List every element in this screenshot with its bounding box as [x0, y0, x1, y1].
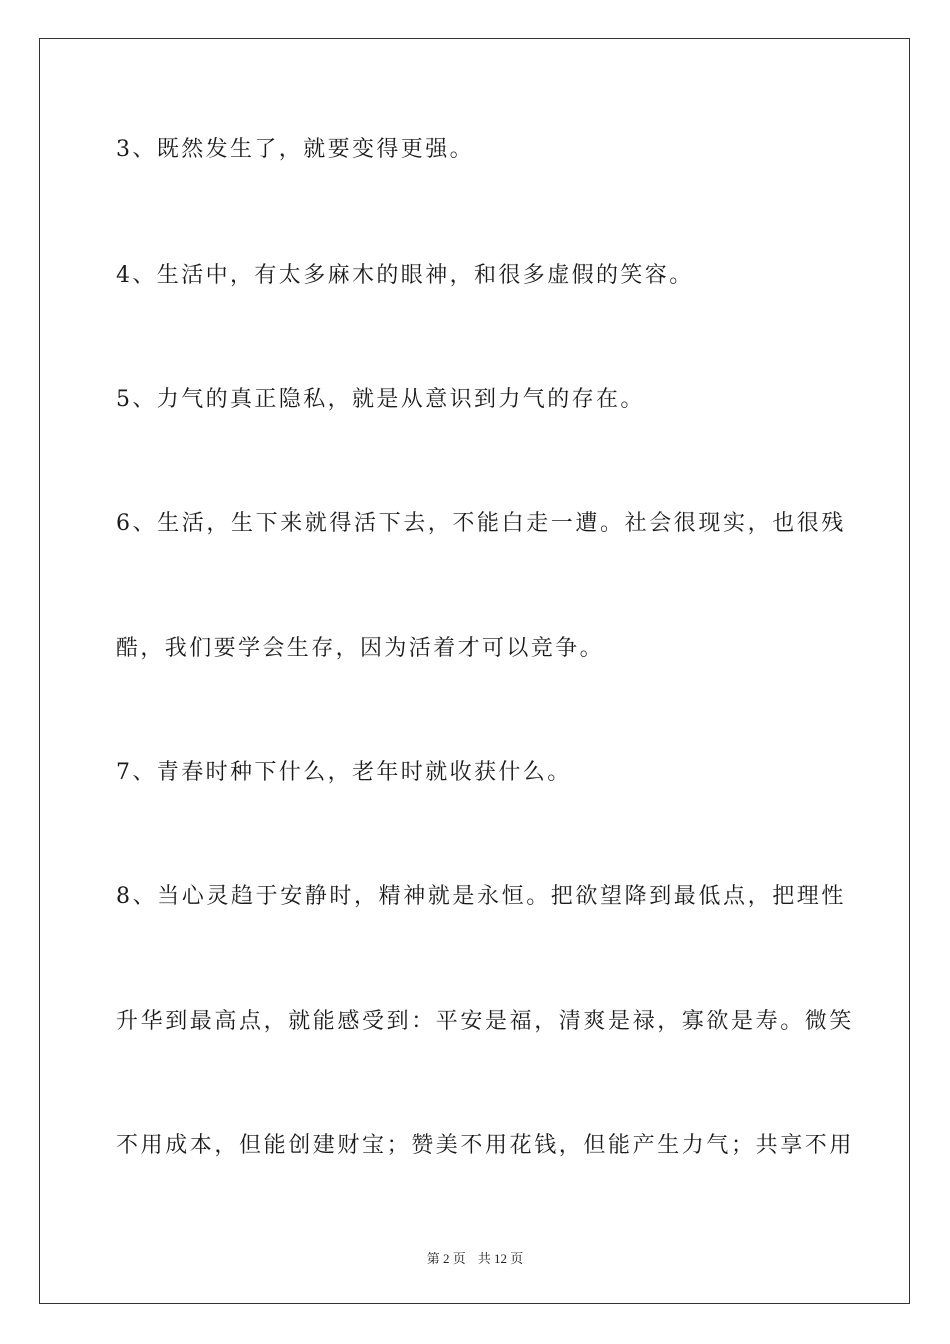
- text-line: 酷，我们要学会生存，因为活着才可以竞争。: [116, 636, 605, 661]
- text-line: 8、当心灵趋于安静时，精神就是永恒。把欲望降到最低点，把理性: [116, 884, 846, 909]
- page-footer: [0, 1248, 950, 1267]
- text-line: 4、生活中，有太多麻木的眼神，和很多虚假的笑容。: [116, 263, 694, 288]
- text-line: 升华到最高点，就能感受到：平安是福，清爽是禄，寡欲是寿。微笑: [116, 1009, 855, 1034]
- text-line: 5、力气的真正隐私，就是从意识到力气的存在。: [116, 387, 645, 412]
- text-line: 6、生活，生下来就得活下去，不能白走一遭。社会很现实，也很残: [116, 511, 846, 536]
- text-line: 3、既然发生了，就要变得更强。: [116, 137, 474, 162]
- page-border: [39, 38, 910, 1304]
- text-line: 7、青春时种下什么，老年时就收获什么。: [116, 760, 572, 785]
- text-line: 不用成本，但能创建财宝；赞美不用花钱，但能产生力气；共享不用: [116, 1133, 855, 1158]
- page-total: 共 12 页: [477, 1251, 524, 1266]
- page-number: 第 2 页: [426, 1251, 466, 1266]
